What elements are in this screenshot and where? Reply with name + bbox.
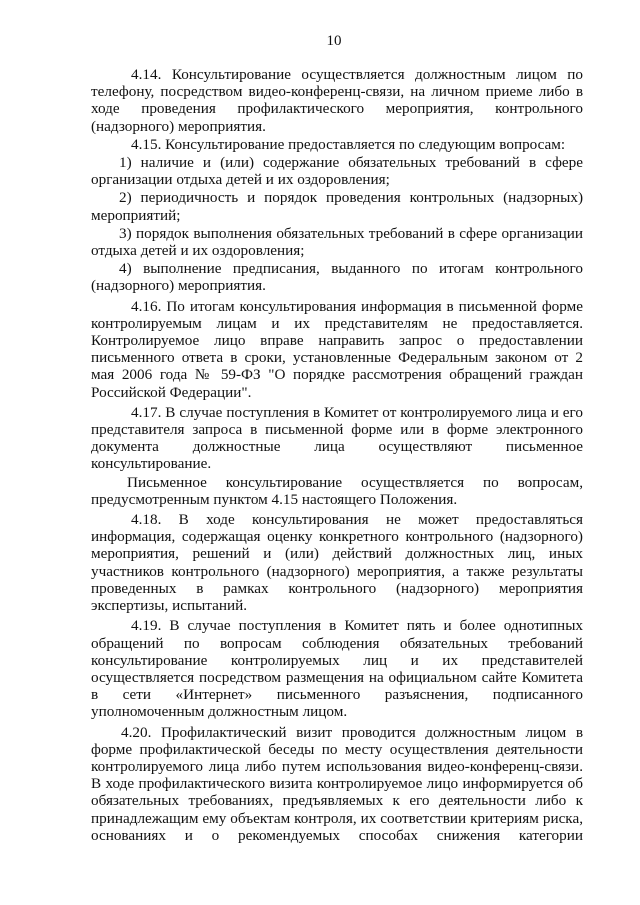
paragraph-4-19: 4.19. В случае поступления в Комитет пять и более однотипных обращений по вопросам соблюдения обязательных требований консультирование контролируемых лиц и их представителей осуществляется посредством размещения на официальном сайте Комитета в сети «Интернет» письменного разъяснения, подписанного уполномоченным должностным лицом. xyxy=(91,617,583,721)
list-item-1: 1) наличие и (или) содержание обязательных требований в сфере организации отдыха детей и их оздоровления; xyxy=(91,154,583,189)
page-number: 10 xyxy=(326,33,342,49)
paragraph-4-17: 4.17. В случае поступления в Комитет от контролируемого лица и его представителя запроса в письменной форме или в форме электронного документа должностные лица осуществляют письменное консультирование. xyxy=(91,403,583,473)
paragraph-4-15: 4.15. Консультирование предоставляется по следующим вопросам: xyxy=(131,135,566,153)
list-item-4: 4) выполнение предписания, выданного по итогам контрольного (надзорного) мероприятия. xyxy=(91,260,583,295)
paragraph-written-consultation: Письменное консультирование осуществляется по вопросам, предусмотренным пунктом 4.15 настоящего Положения. xyxy=(91,473,583,508)
paragraph-4-18: 4.18. В ходе консультирования не может предоставляться информация, содержащая оценку конкретного контрольного (надзорного) мероприятия, решений и (или) действий должностных лиц, иных участников контрольного (надзорного) мероприятия, а также результаты проведенных в рамках контрольного (надзорного) мероприятия экспертизы, испытаний. xyxy=(91,511,583,615)
paragraph-4-14: 4.14. Консультирование осуществляется должностным лицом по телефону, посредством видео-конференц-связи, на личном приеме либо в ходе проведения профилактического мероприятия, контрольного (надзорного) мероприятия. xyxy=(91,66,583,135)
paragraph-4-20: 4.20. Профилактический визит проводится должностным лицом в форме профилактической беседы по месту осуществления деятельности контролируемого лица либо путем использования видео-конференц-связи. В ходе профилактического визита контролируемое лицо информируется об обязательных требованиях, предъявляемых к его деятельности либо к принадлежащим ему объектам контроля, их соответствии критериям риска, основаниях и о рекомендуемых способах снижения категории xyxy=(91,723,583,844)
document-body xyxy=(91,66,583,845)
paragraph-4-16: 4.16. По итогам консультирования информация в письменной форме контролируемым лицам и их представителям не предоставляется. Контролируемое лицо вправе направить запрос о предоставлении письменного ответа в сроки, установленные Федеральным законом от 2 мая 2006 года № 59-ФЗ "О порядке рассмотрения обращений граждан Российской Федерации". xyxy=(91,297,583,401)
list-item-2: 2) периодичность и порядок проведения контрольных (надзорных) мероприятий; xyxy=(91,189,583,224)
list-item-3: 3) порядок выполнения обязательных требований в сфере организации отдыха детей и их оздоровления; xyxy=(91,224,583,260)
